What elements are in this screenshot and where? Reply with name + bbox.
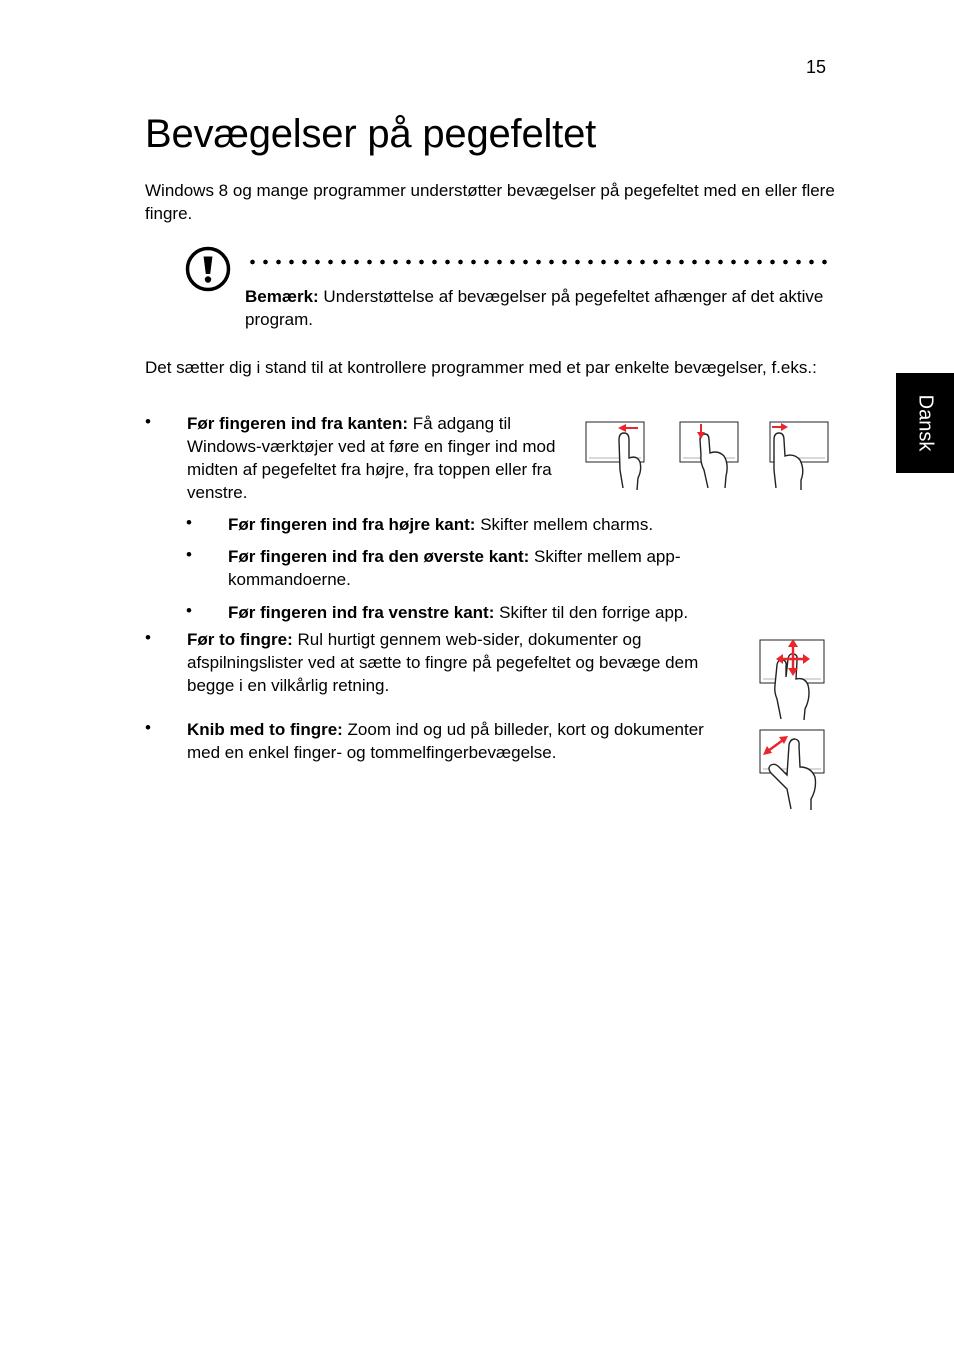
list-item-label: Knib med to fingre: <box>187 720 343 739</box>
sub-list-item <box>228 513 828 536</box>
sub-bullet-marker: • <box>186 545 192 564</box>
bullet-marker: • <box>145 412 151 431</box>
list-item <box>187 412 567 504</box>
sub-list-item-label: Før fingeren ind fra venstre kant: <box>228 603 495 622</box>
bullet-marker: • <box>145 718 151 737</box>
list-item-text: Få adgang til Windows-værktøjer ved at føre en finger ind mod midten af pegefeltet fra højre, fra toppen eller fra venstre. <box>187 414 556 502</box>
note-body: Understøttelse af bevægelser på pegefeltet afhænger af det aktive program. <box>245 287 824 329</box>
sub-list-item-text: Skifter mellem charms. <box>475 515 654 534</box>
sub-bullet-marker: • <box>186 601 192 620</box>
list-item-label: Før to fingre: <box>187 630 293 649</box>
sub-list-item <box>228 545 733 591</box>
language-tab <box>896 373 954 473</box>
sub-bullet-marker: • <box>186 513 192 532</box>
sub-list-item <box>228 601 828 624</box>
sub-list-item-text: Skifter til den forrige app. <box>494 603 689 622</box>
note-divider <box>246 259 830 265</box>
list-item-text: Zoom ind og ud på billeder, kort og dokumenter med en enkel finger- og tommelfingerbevægelse. <box>187 720 704 762</box>
note-label: Bemærk: <box>245 287 319 306</box>
intro-paragraph: Windows 8 og mange programmer understøtter bevægelser på pegefeltet med en eller flere fingre. <box>145 181 835 223</box>
page-title: Bevægelser på pegefeltet <box>145 112 597 156</box>
language-tab-label: Dansk <box>914 394 937 452</box>
list-item-label: Før fingeren ind fra kanten: <box>187 414 409 433</box>
swipe-right-edge-icon <box>585 420 660 492</box>
sub-list-item-label: Før fingeren ind fra højre kant: <box>228 515 476 534</box>
pinch-zoom-icon <box>757 727 827 812</box>
page-number: 15 <box>806 57 827 77</box>
warning-icon <box>185 246 231 292</box>
list-item <box>187 628 727 697</box>
two-finger-scroll-icon <box>757 637 827 722</box>
swipe-top-edge-icon <box>678 420 743 492</box>
note-text <box>245 285 825 331</box>
sub-list-item-label: Før fingeren ind fra den øverste kant: <box>228 547 530 566</box>
list-item <box>187 718 727 764</box>
sub-list-item-text: Skifter mellem app-kommandoerne. <box>228 547 681 589</box>
swipe-left-edge-icon <box>768 420 833 492</box>
list-item-text: Rul hurtigt gennem web-sider, dokumenter og afspilningslister ved at sætte to fingre på pegefeltet og bevæge dem begge i en vilkårlig retning. <box>187 630 699 695</box>
lead-paragraph: Det sætter dig i stand til at kontrollere programmer med et par enkelte bevægelser, f.eks.: <box>145 358 817 377</box>
bullet-marker: • <box>145 628 151 647</box>
